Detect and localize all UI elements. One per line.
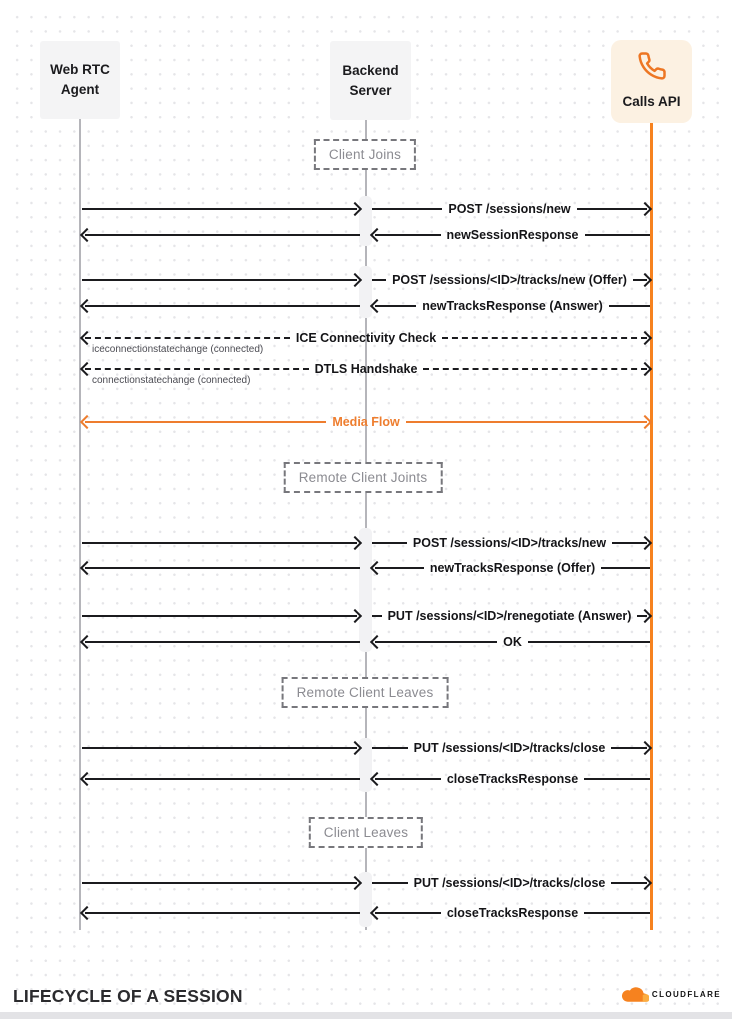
message-label: POST /sessions/new — [448, 202, 571, 216]
activation-bar — [359, 872, 372, 927]
message-label: closeTracksResponse — [446, 772, 579, 786]
message-label: newSessionResponse — [446, 228, 579, 242]
step-client-joins: Client Joins — [314, 139, 416, 170]
message-label: POST /sessions/<ID>/tracks/new (Offer) — [392, 273, 627, 287]
arrow-webrtc-to-backend — [82, 271, 360, 289]
message-media-flow — [82, 413, 650, 431]
arrow-webrtc-to-backend — [82, 874, 360, 892]
actor-box-backend-server — [330, 41, 411, 120]
message-post-tracks-new-offer — [372, 271, 650, 289]
message-new-session-response — [372, 226, 650, 244]
page-title: LIFECYCLE OF A SESSION — [13, 986, 243, 1006]
message-put-tracks-close — [372, 739, 650, 757]
message-new-tracks-response-offer — [372, 559, 650, 577]
message-label: newTracksResponse (Answer) — [422, 299, 603, 313]
arrow-backend-to-webrtc — [82, 226, 360, 244]
phone-icon — [637, 51, 667, 81]
message-close-tracks-response-2 — [372, 904, 650, 922]
message-post-tracks-new — [372, 534, 650, 552]
arrow-backend-to-webrtc — [82, 559, 360, 577]
message-new-tracks-response-answer — [372, 297, 650, 315]
message-label: PUT /sessions/<ID>/tracks/close — [413, 741, 606, 755]
actor-box-calls-api — [611, 40, 692, 123]
message-label: newTracksResponse (Offer) — [429, 561, 596, 575]
activation-bar — [359, 266, 372, 318]
step-remote-client-joins: Remote Client Joints — [284, 462, 443, 493]
message-label: PUT /sessions/<ID>/renegotiate (Answer) — [387, 609, 632, 623]
message-label: PUT /sessions/<ID>/tracks/close — [413, 876, 606, 890]
actor-box-webrtc-agent — [40, 41, 120, 119]
message-ok — [372, 633, 650, 651]
message-label: OK — [503, 635, 522, 649]
step-remote-client-leaves: Remote Client Leaves — [282, 677, 449, 708]
activation-bar — [359, 196, 372, 246]
lifeline-webrtc-agent — [79, 119, 81, 930]
message-label: closeTracksResponse — [446, 906, 579, 920]
message-post-sessions-new — [372, 200, 650, 218]
arrow-webrtc-to-backend — [82, 607, 360, 625]
message-put-renegotiate-answer — [372, 607, 650, 625]
cloudflare-cloud-icon — [620, 984, 649, 1004]
message-put-tracks-close-2 — [372, 874, 650, 892]
message-label: Media Flow — [332, 415, 400, 429]
actor-label-backend-server: Backend Server — [342, 62, 399, 98]
arrow-webrtc-to-backend — [82, 534, 360, 552]
activation-bar — [359, 528, 372, 652]
cloudflare-wordmark: CLOUDFLARE — [651, 989, 721, 999]
arrow-backend-to-webrtc — [82, 770, 360, 788]
actor-label-webrtc-agent: Web RTC Agent — [50, 62, 110, 97]
arrow-webrtc-to-backend — [82, 739, 360, 757]
bottom-edge-strip — [0, 1012, 732, 1019]
arrow-backend-to-webrtc — [82, 633, 360, 651]
cloudflare-logo — [620, 984, 721, 1004]
arrow-webrtc-to-backend — [82, 200, 360, 218]
actor-label-calls-api: Calls API — [622, 94, 681, 110]
event-label-connectionstatechange: connectionstatechange (connected) — [92, 375, 251, 386]
event-label-iceconnectionstatechange: iceconnectionstatechange (connected) — [92, 344, 264, 355]
message-close-tracks-response — [372, 770, 650, 788]
step-client-leaves: Client Leaves — [309, 817, 423, 848]
lifeline-calls-api — [650, 122, 653, 930]
message-label: DTLS Handshake — [314, 362, 418, 376]
arrow-backend-to-webrtc — [82, 297, 360, 315]
message-label: ICE Connectivity Check — [295, 331, 437, 345]
arrow-backend-to-webrtc — [82, 904, 360, 922]
message-label: POST /sessions/<ID>/tracks/new — [412, 536, 607, 550]
